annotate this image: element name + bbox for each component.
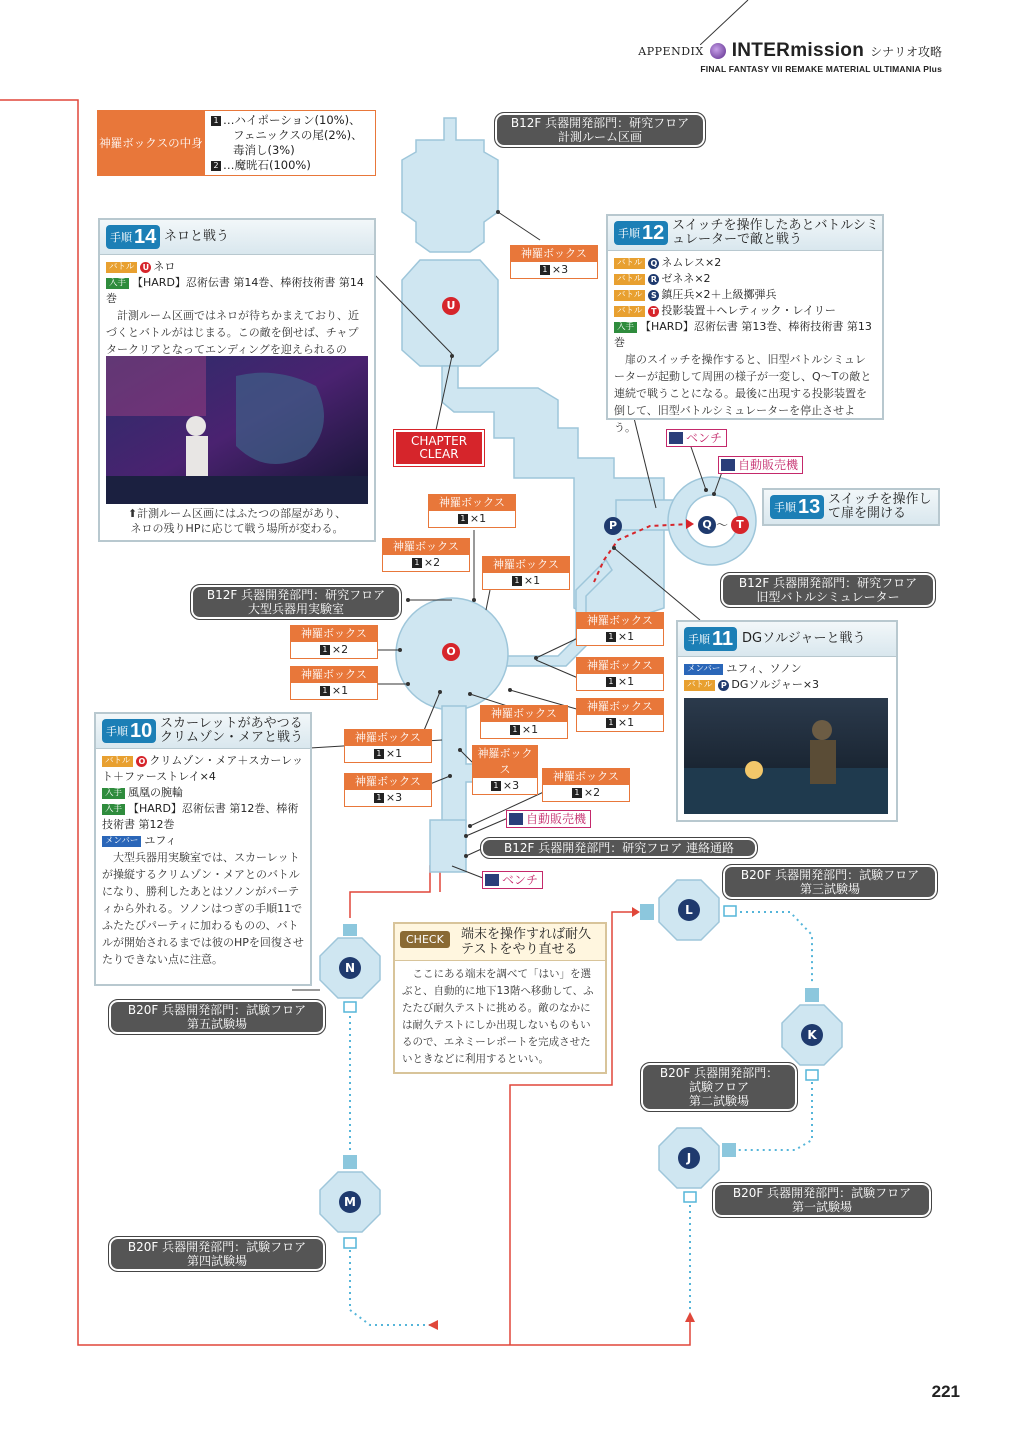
shinra-box: 神羅ボックス 1 ×2 [290,625,378,659]
step-11-box: 手順 11 DGソルジャーと戦う メンバー ユフィ、ソノン バトル P DGソルジャー×3 [676,620,898,822]
step-13-box: 手順 13 スイッチを操作し て扉を開ける [762,488,940,526]
vending-machine-icon [509,813,523,825]
step-12-description: 扉のスイッチを操作すると、旧型バトルシミュレーターが起動して周囲の様子が一変し、Q〜Tの敵と連続で戦うことになる。最後に出現する投影装置を倒して、旧型バトルシミュレーターを停止させよう。 [614,353,872,434]
nero-battle-screenshot [106,356,368,504]
marker-m: M [339,1191,361,1213]
step-12-title: スイッチを操作したあとバトルシミ ュレーターで敵と戦う [672,218,879,247]
marker-j: J [678,1147,700,1169]
chest-contents-label: 神羅ボックスの中身 [97,110,205,176]
marker-k: K [801,1024,823,1046]
bench-label: ベンチ [666,429,727,447]
step-10-title: スカーレットがあやつる クリムゾン・メアと戦う [160,716,304,745]
check-badge: CHECK [400,931,450,948]
location-test2: B20F 兵器開発部門： 試験フロア 第二試験場 [640,1062,798,1112]
marker-q: Q [698,516,716,534]
location-large-lab: B12F 兵器開発部門：研究フロア 大型兵器用実験室 [190,584,402,620]
step-11-title: DGソルジャーと戦う [742,631,866,646]
shinra-box: 神羅ボックス 1 ×1 [290,666,378,700]
bench-icon [485,874,499,886]
step-14-box: 手順 14 ネロと戦う バトル U ネロ 入手 【HARD】忍術伝書 第14巻、棒術技術書 第14巻 計測ルーム区画ではネロが待ちかまえており、近づくとバトルがはじまる。この敵を倒せば、チャプタークリアとなってエンディングを迎えられるの ⬆計測ルーム区画にはふたつの部屋があり、 ネロの残りHPに応じて戦う場所が変わる。 [98,218,376,542]
location-test3: B20F 兵器開発部門：試験フロア 第三試験場 [722,864,938,900]
route-arrow-teleport [632,907,640,917]
header-subtitle: シナリオ攻略 [870,44,942,59]
step-13-title: スイッチを操作し て扉を開ける [828,492,932,521]
shinra-box: 神羅ボックス 1 ×3 [510,245,598,279]
step-10-description: 大型兵器用実験室では、スカーレットが操縦するクリムゾン・メアとのバトルになり、勝利したあとはソノンがパーティから外れる。ソノンはつぎの手順11でふたたびパーティに加わるものの、バトルが開始されるまでは彼のHPを回復させたりできない点に注意。 [102,851,304,966]
location-test4: B20F 兵器開発部門：試験フロア 第四試験場 [108,1236,326,1272]
step-10-box: 手順 10 スカーレットがあやつる クリムゾン・メアと戦う バトル O クリムゾン・メア＋スカーレット＋ファーストレイ×4 入手 風凰の腕輪 入手 【HARD】忍術伝書 第12巻、棒術技術書 第12巻 メンバー ユフィ 大型兵器用実験室では、スカーレットが操縦するクリムゾン・メアとのバトルになり、勝利したあとはソノンがパーティから外れる。ソノンはつぎの手順11でふたたびパーティに加わるものの、バトルが開始されるまでは彼のHPを回復させたりできない点に注意。 [94,712,312,986]
shinra-box: 神羅ボックス 1 ×3 [344,773,432,807]
shinra-box: 神羅ボックス 1 ×1 [576,612,664,646]
item-num-2: 2 [211,161,221,171]
shinra-box: 神羅ボックス 1 ×3 [472,745,538,795]
shinra-box: 神羅ボックス 1 ×1 [344,729,432,763]
marker-u: U [442,297,460,315]
location-test5: B20F 兵器開発部門：試験フロア 第五試験場 [108,999,326,1035]
check-title: 端末を操作すれば耐久 テストをやり直せる [461,927,592,957]
vending-machine-icon [721,459,735,471]
shinra-box: 神羅ボックス 1 ×2 [542,768,630,802]
marker-l: L [678,899,700,921]
route-arrow-bottom [685,1312,695,1322]
marker-o: O [442,643,460,661]
info-line-4: …魔晄石(100%) [223,158,311,172]
chest-contents-box [97,110,376,176]
step-14-title: ネロと戦う [164,229,230,244]
location-test1: B20F 兵器開発部門：試験フロア 第一試験場 [712,1182,932,1218]
marker-p: P [604,517,622,535]
item-num-1: 1 [211,116,221,126]
shinra-box: 神羅ボックス 1 ×1 [428,494,516,528]
info-line-1: …ハイポーション(10%)、 [223,113,361,127]
info-line-3: 毒消し(3%) [233,143,295,157]
location-corridor: B12F 兵器開発部門：研究フロア 連絡通路 [480,837,758,859]
location-old-simulator: B12F 兵器開発部門：研究フロア 旧型バトルシミュレーター [720,572,936,608]
range-tilde: 〜 [716,518,729,532]
series-title: FINAL FANTASY VII REMAKE MATERIAL ULTIMANIA Plus [700,64,942,74]
check-box [393,922,607,1074]
vending-label: 自動販売機 [506,810,591,828]
shinra-box: 神羅ボックス 1 ×2 [382,538,470,572]
route-return [350,866,452,918]
bench-label: ベンチ [482,871,543,889]
header-title: INTERmission [731,40,865,61]
shinra-box: 神羅ボックス 1 ×1 [480,705,568,739]
shinra-box: 神羅ボックス 1 ×1 [482,556,570,590]
info-line-2: フェニックスの尾(2%)、 [233,128,363,142]
step-14-description: 計測ルーム区画ではネロが待ちかまえており、近づくとバトルがはじまる。この敵を倒せば、チャプタークリアとなってエンディングを迎えられるの [106,309,359,356]
step-14-caption: ⬆計測ルーム区画にはふたつの部屋があり、 ネロの残りHPに応じて戦う場所が変わる。 [127,507,347,535]
appendix-label: APPENDIX [638,44,704,58]
marker-t: T [731,516,749,534]
step-12-box: 手順 12 スイッチを操作したあとバトルシミ ュレーターで敵と戦う バトル Q ネムレス×2 バトル R ゼネネ×2 バトル S 鎮圧兵×2＋上級擲弾兵 バトル T 投影装置＋ヘレティック・レイリー 入手 【HARD】忍術伝書 第13巻、棒術技術書 第13巻 扉のスイッチを操作すると、旧型バトルシミュレーターが起動して周囲の様子が一変し、Q〜Tの敵と連続で戦うことになる。最後に出現する投影装置を倒して、旧型バトルシミュレーターを停止させよう。 [606,214,884,420]
marker-n: N [339,957,361,979]
shinra-box: 神羅ボックス 1 ×1 [576,657,664,691]
dg-soldier-screenshot [684,698,888,814]
check-description: ここにある端末を調べて「はい」を選ぶと、自動的に地下13階へ移動して、ふたたび耐久テストに挑める。敵のなかには耐久テストにしか出現しないものもいるので、エネミーレポートを完成させたいときなどに利用するといい。 [402,968,594,1065]
location-measure-room: B12F 兵器開発部門：研究フロア 計測ルーム区画 [494,112,706,148]
page-number: 221 [931,1382,960,1401]
chapter-clear-label: CHAPTER CLEAR [394,430,484,466]
shinra-box: 神羅ボックス 1 ×1 [576,698,664,732]
vending-label: 自動販売機 [718,456,803,474]
